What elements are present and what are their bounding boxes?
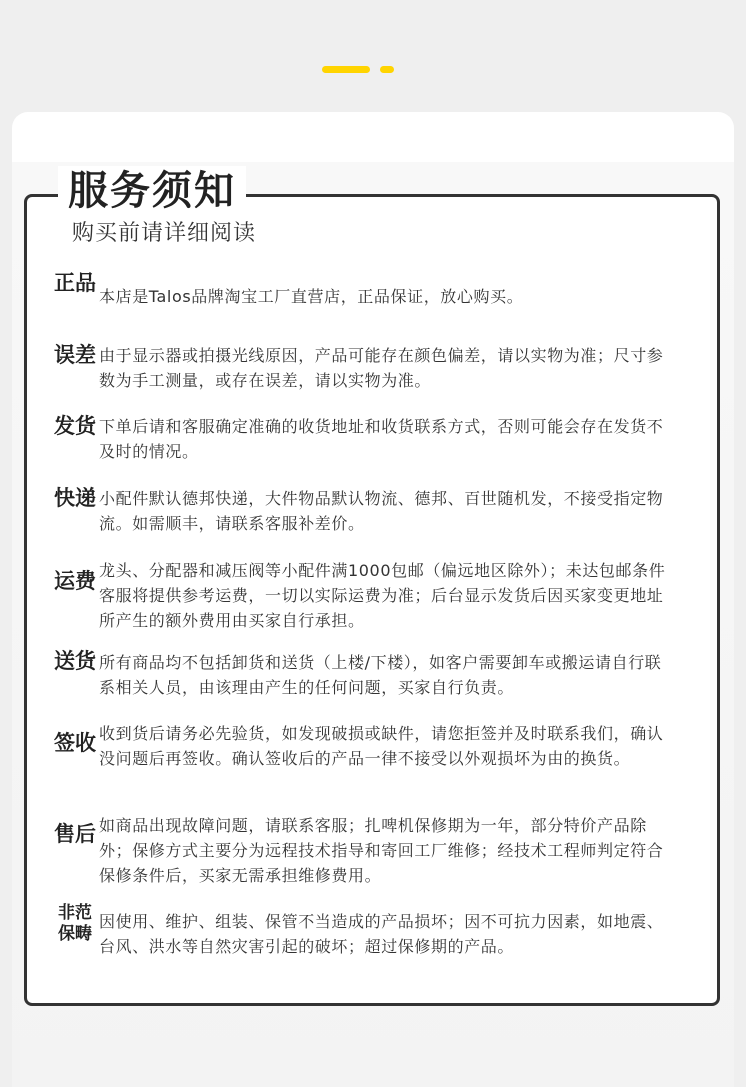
page-title: 服务须知 <box>68 168 236 214</box>
item-text: 因使用、维护、组装、保管不当造成的产品损坏；因不可抗力因素，如地震、台风、洪水等自然灾害引起的破坏；超过保修期的产品。 <box>99 912 664 956</box>
item-text: 小配件默认德邦快递，大件物品默认物流、德邦、百世随机发，不接受指定物流。如需顺丰，请联系客服补差价。 <box>99 489 664 533</box>
item-label: 正品 <box>54 271 96 295</box>
item-text: 所有商品均不包括卸货和送货（上楼/下楼），如客户需要卸车或搬运请自行联系相关人员，由该理由产生的任何问题，买家自行负责。 <box>99 653 662 697</box>
item-label: 非范保畴 <box>58 903 92 944</box>
title-wrap <box>58 166 246 220</box>
item-text: 由于显示器或拍摄光线原因，产品可能存在颜色偏差，请以实物为准；尺寸参数为手工测量，或存在误差，请以实物为准。 <box>99 346 664 390</box>
item-text: 收到货后请务必先验货，如发现破损或缺件，请您拒签并及时联系我们，确认没问题后再签收。确认签收后的产品一律不接受以外观损坏为由的换货。 <box>99 724 664 768</box>
item-text: 下单后请和客服确定准确的收货地址和收货联系方式，否则可能会存在发货不及时的情况。 <box>99 417 664 461</box>
item-text: 龙头、分配器和减压阀等小配件满1000包邮（偏远地区除外）；未达包邮条件客服将提供参考运费，一切以实际运费为准；后台显示发货后因买家变更地址所产生的额外费用由买家自行承担。 <box>99 561 666 630</box>
item-label: 运费 <box>54 569 96 593</box>
item-text: 本店是Talos品牌淘宝工厂直营店，正品保证，放心购买。 <box>99 287 524 306</box>
item-text: 如商品出现故障问题，请联系客服；扎啤机保修期为一年，部分特价产品除外；保修方式主要分为远程技术指导和寄回工厂维修；经技术工程师判定符合保修条件后，买家无需承担维修费用。 <box>99 816 664 885</box>
item-label: 送货 <box>54 649 96 673</box>
item-label: 快递 <box>54 486 96 510</box>
accent-bar-short <box>380 66 394 73</box>
accent-bar-long <box>322 66 370 73</box>
item-label: 误差 <box>54 343 96 367</box>
item-label: 售后 <box>54 822 96 846</box>
page-subtitle: 购买前请详细阅读 <box>72 221 257 246</box>
item-label: 发货 <box>54 414 96 438</box>
item-label: 签收 <box>54 731 96 755</box>
